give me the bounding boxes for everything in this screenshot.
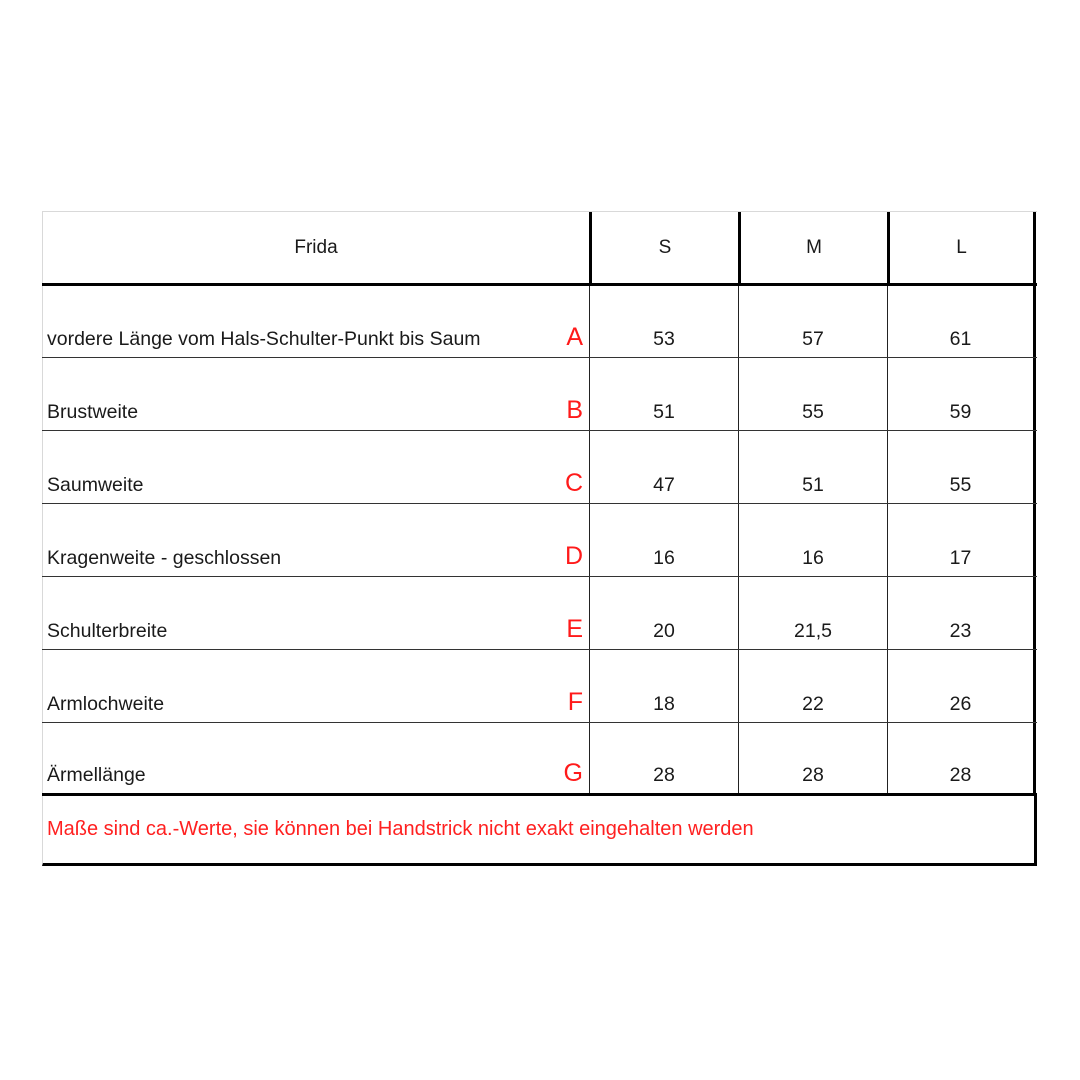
value-l: 26	[887, 650, 1036, 722]
measurement-label: Kragenweite - geschlossen	[47, 547, 282, 569]
measurement-label: Armlochweite	[47, 693, 165, 715]
table-row	[42, 504, 1037, 577]
value-l: 28	[887, 723, 1036, 793]
value-m: 57	[738, 286, 887, 357]
value-l: 23	[887, 577, 1036, 649]
value-s: 20	[589, 577, 738, 649]
measurement-label: Schulterbreite	[47, 620, 168, 642]
value-m: 51	[738, 431, 887, 503]
disclaimer-note: Maße sind ca.-Werte, sie können bei Handstrick nicht exakt eingehalten werden	[42, 796, 1037, 866]
table-row	[42, 431, 1037, 504]
value-l: 17	[887, 504, 1036, 576]
measurement-label: Saumweite	[47, 474, 144, 496]
table-row	[42, 577, 1037, 650]
value-s: 51	[589, 358, 738, 430]
measurement-label: Brustweite	[47, 401, 139, 423]
size-chart-table	[42, 211, 1037, 866]
measurement-label: Ärmellänge	[47, 764, 146, 786]
value-l: 59	[887, 358, 1036, 430]
value-s: 28	[589, 723, 738, 793]
value-s: 16	[589, 504, 738, 576]
product-title: Frida	[42, 212, 589, 283]
measurement-letter: D	[564, 542, 583, 570]
measurement-letter: B	[566, 396, 583, 424]
measurement-letter: C	[564, 469, 583, 497]
value-s: 47	[589, 431, 738, 503]
table-row	[42, 650, 1037, 723]
size-header-l: L	[887, 212, 1036, 283]
measurement-letter: E	[566, 615, 583, 643]
table-row	[42, 723, 1037, 796]
value-m: 16	[738, 504, 887, 576]
table-row	[42, 358, 1037, 431]
measurement-letter: G	[563, 759, 583, 787]
measurement-letter: A	[566, 323, 583, 351]
value-m: 28	[738, 723, 887, 793]
value-s: 53	[589, 286, 738, 357]
value-m: 22	[738, 650, 887, 722]
value-s: 18	[589, 650, 738, 722]
value-l: 55	[887, 431, 1036, 503]
measurement-letter: F	[567, 688, 583, 716]
value-m: 55	[738, 358, 887, 430]
value-l: 61	[887, 286, 1036, 357]
header-row	[42, 211, 1037, 286]
table-row	[42, 286, 1037, 358]
measurement-label: vordere Länge vom Hals-Schulter-Punkt bis Saum	[47, 328, 481, 350]
value-m: 21,5	[738, 577, 887, 649]
size-header-m: M	[738, 212, 887, 283]
size-header-s: S	[589, 212, 738, 283]
